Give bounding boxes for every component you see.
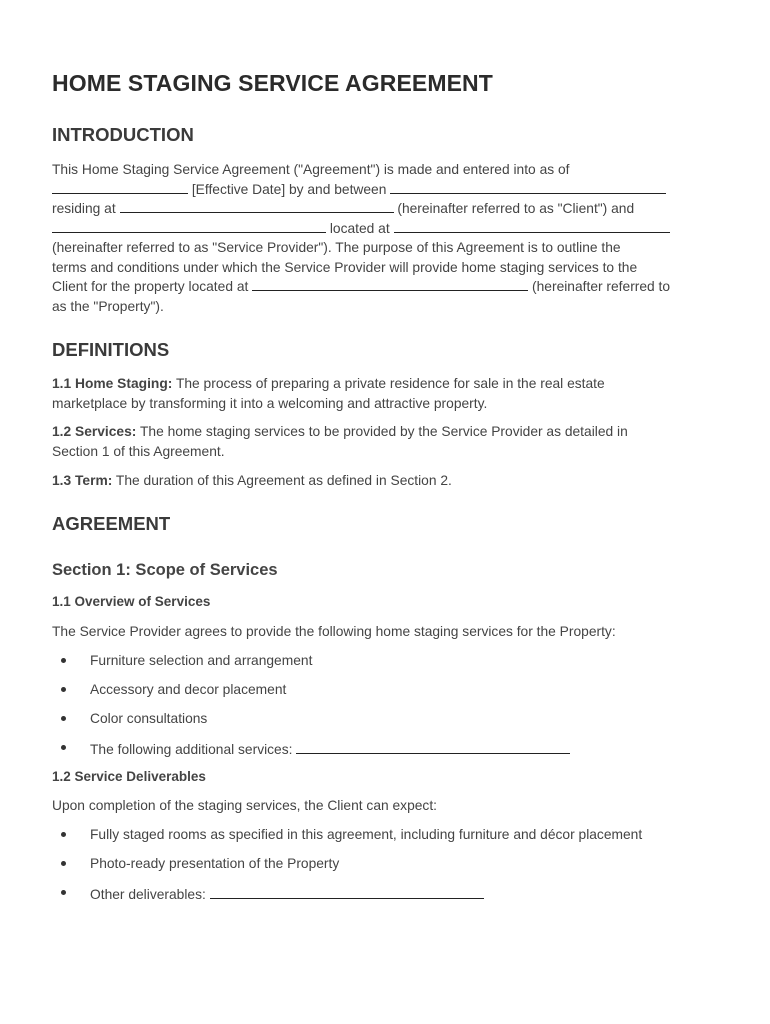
bullet-icon [61,890,66,895]
client-address-blank[interactable] [120,199,394,213]
list-item-text: Accessory and decor placement [90,682,287,697]
definition-1-3-text: The duration of this Agreement as defined in Section 2. [115,473,452,488]
definition-1-1-line-1 [52,374,722,394]
bullet-icon [61,687,66,692]
intro-line-2-text: [Effective Date] by and between [191,181,387,197]
property-address-blank[interactable] [252,277,528,291]
provider-name-blank[interactable] [52,219,326,233]
provider-address-blank[interactable] [394,219,670,233]
definitions-heading: DEFINITIONS [52,339,170,360]
definition-1-3 [52,471,722,491]
intro-line-4-text: located at [329,220,390,236]
intro-line-7b-text: (hereinafter referred to [532,279,671,294]
bullet-icon [61,861,66,866]
intro-line-3a-text: residing at [52,201,116,216]
list-item-text: Fully staged rooms as specified in this agreement, including furniture and décor placement [90,827,643,842]
definition-1-3-line-1 [52,471,722,491]
intro-line-6: terms and conditions under which the Service Provider will provide home staging services to the [52,259,638,275]
definition-1-1-line-2: marketplace by transforming it into a welcoming and attractive property. [52,395,488,411]
additional-services-blank[interactable] [296,740,570,754]
intro-line-5: (hereinafter referred to as "Service Provider"). The purpose of this Agreement is to outline the [52,240,621,255]
definition-1-2 [52,422,722,461]
list-item-text: Photo-ready presentation of the Property [90,856,340,871]
subsection-1-2-heading: 1.2 Service Deliverables [52,769,206,784]
definition-1-3-term: 1.3 Term: [52,473,113,488]
definition-1-2-text: The home staging services to be provided by the Service Provider as detailed in [139,424,628,439]
bullet-icon [61,658,66,663]
list-item-text: The following additional services: [90,742,293,757]
list-item-content [90,885,484,902]
subsection-1-1-intro-text: The Service Provider agrees to provide the following home staging services for the Property: [52,624,616,639]
client-name-blank[interactable] [390,180,666,194]
definition-1-1 [52,374,722,413]
section-1-heading: Section 1: Scope of Services [52,561,278,579]
subsection-1-2-intro [52,796,722,816]
list-item-text: Color consultations [90,711,208,726]
intro-line-1: This Home Staging Service Agreement ("Agreement") is made and entered into as of [52,162,570,177]
intro-line-8: as the "Property"). [52,298,164,314]
definition-1-2-line-2: Section 1 of this Agreement. [52,443,225,459]
definition-1-2-line-1 [52,422,722,442]
intro-line-3 [52,199,722,219]
introduction-paragraph [52,160,722,316]
subsection-1-2-intro-text: Upon completion of the staging services, the Client can expect: [52,798,437,813]
intro-line-7a-text: Client for the property located at [52,279,249,294]
definition-1-2-term: 1.2 Services: [52,424,137,439]
subsection-1-1-heading: 1.1 Overview of Services [52,594,211,609]
list-item-content [90,740,570,757]
bullet-icon [61,832,66,837]
intro-line-4 [52,219,722,239]
definition-1-1-term: 1.1 Home Staging: [52,376,173,391]
other-deliverables-blank[interactable] [210,885,484,899]
intro-line-7 [52,277,722,297]
document-title: HOME STAGING SERVICE AGREEMENT [52,70,493,96]
effective-date-blank[interactable] [52,180,188,194]
definition-1-1-text: The process of preparing a private residence for sale in the real estate [175,376,605,391]
intro-line-2 [52,180,722,200]
agreement-heading: AGREEMENT [52,513,171,534]
introduction-heading: INTRODUCTION [52,124,194,145]
intro-line-3b-text: (hereinafter referred to as "Client") and [397,201,635,216]
bullet-icon [61,745,66,750]
bullet-icon [61,716,66,721]
list-item-text: Furniture selection and arrangement [90,653,313,668]
list-item-text: Other deliverables: [90,887,206,902]
subsection-1-1-intro [52,622,722,642]
